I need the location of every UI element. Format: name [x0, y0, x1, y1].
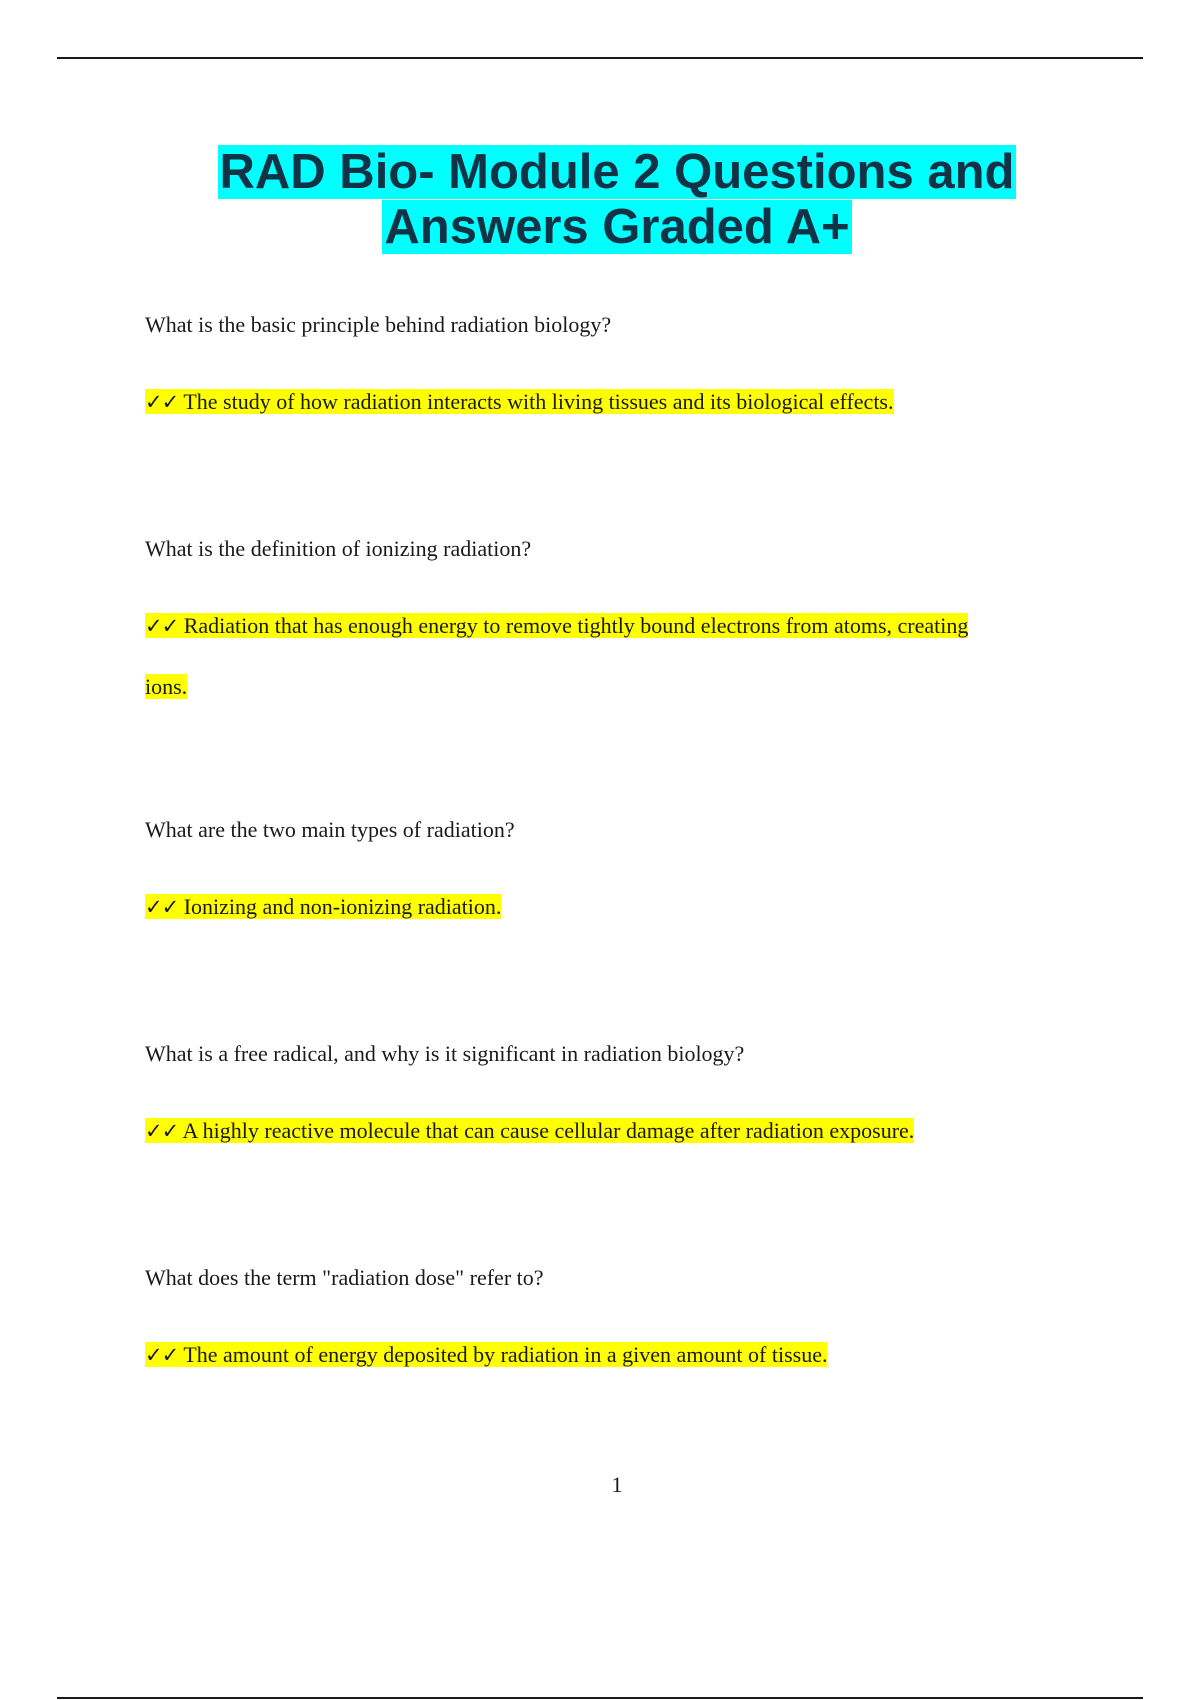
top-rule	[57, 57, 1143, 59]
question-1: What is the basic principle behind radiation biology?	[145, 312, 612, 337]
answer-3-text: Ionizing and non-ionizing radiation.	[183, 894, 502, 919]
check-mark-icon: ✓✓	[145, 895, 179, 919]
answer-2-continued	[145, 673, 187, 701]
question-2: What is the definition of ionizing radiation?	[145, 536, 532, 561]
answer-4-text: A highly reactive molecule that can cause cellular damage after radiation exposure.	[182, 1118, 915, 1143]
answer-3	[145, 893, 501, 921]
answer-1-text: The study of how radiation interacts with living tissues and its biological effects.	[183, 389, 894, 414]
title-line-2: Answers Graded A+	[384, 200, 850, 254]
check-mark-icon: ✓✓	[145, 1343, 179, 1367]
question-4: What is a free radical, and why is it significant in radiation biology?	[145, 1041, 745, 1066]
answer-2-text: Radiation that has enough energy to remove tightly bound electrons from atoms, creating	[183, 613, 969, 638]
check-mark-icon: ✓✓	[145, 390, 179, 414]
title-line-1: RAD Bio- Module 2 Questions and	[219, 145, 1015, 199]
bottom-rule	[57, 1697, 1143, 1699]
document-title	[0, 145, 1200, 255]
answer-1	[145, 388, 894, 416]
question-3: What are the two main types of radiation?	[145, 817, 515, 842]
answer-4	[145, 1117, 914, 1145]
check-mark-icon: ✓✓	[145, 1119, 179, 1143]
check-mark-icon: ✓✓	[145, 614, 179, 638]
question-5: What does the term "radiation dose" refer to?	[145, 1265, 544, 1290]
answer-5	[145, 1341, 827, 1369]
page-number: 1	[611, 1472, 623, 1497]
answer-2-continued-text: ions.	[145, 674, 188, 699]
answer-5-text: The amount of energy deposited by radiation in a given amount of tissue.	[183, 1342, 828, 1367]
answer-2	[145, 612, 968, 640]
